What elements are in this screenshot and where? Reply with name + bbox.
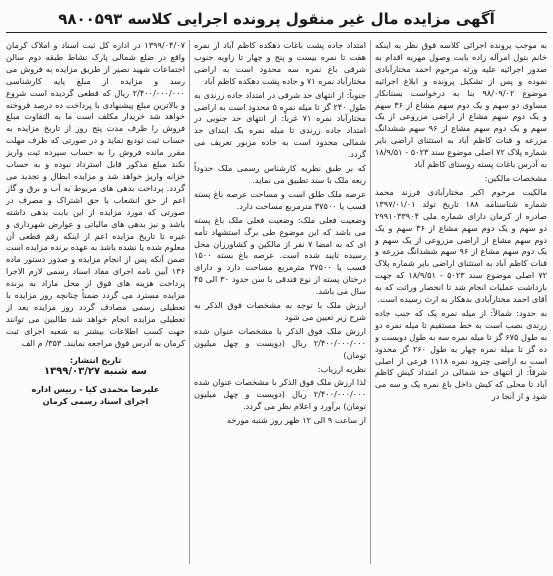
paragraph: وضعیت فعلی ملک: وضعیت فعلی ملک باغ پسته می باشد که این موضوع طی برگ استشهاد تأمه ای که به امضا ۷ نفر از مالکین و کشاورزان محل رسیده تایید شده است. عرصه باغ بسته ۱۵۰۰ قسب یا ۳۷۵۰۰ مترمربع مساحت دارد و دارای درختان پسته از نوع فندقی با سن حدود ۳۰ الی ۴۵ سال می باشد. (194, 214, 366, 297)
column-left (6, 40, 185, 564)
publish-info (6, 354, 185, 379)
paragraph: مشخصات مالکین: (484, 172, 547, 183)
signature-name: علیرضا محمدی کیا - رییس اداره (31, 383, 160, 394)
column-divider (370, 40, 371, 564)
publish-date: سه شنبه ۱۳۹۹/۰۳/۲۷ (43, 366, 148, 378)
paragraph: به حدود: شمالاً: از میله نمره یک که جنب جاده زرندی نصب است به خط مستقیم تا میله نمره دو به طول ۶۷۵ گز تا میله نمره سه به طول دویست و ده گز تا میله نمره چهار به طول ۲۶۰ گز محدود است به اراضی چترود نمره ۱۱۱۸ فرعی از اصلی شرقاً: از انتهای حد شمالی در امتداد کیش کاظم آباد تا محلی که کیش داخل باغ نمره یک و سه می شود و از آنجا در (375, 307, 547, 402)
paragraph: ۱۳۹۹/۰۴/۰۷ در اداره کل ثبت اسناد و املاک کرمان واقع در ضلع شمالی پارک نشاط طبقه دوم سالن اجتماعات شهید نصیر از طریق مزایده به فروش می رسد و مزایده از مبلغ پایه کارشناسی ۲/۴۰۰/۰۰۰/۰۰۰ ریال که قطعی گردیده است شروع و بالاترین مبلغ پیشنهادی با پرداخت ده درصد فروخته خواهد شد خریدار مکلف است ما به التفاوت مبلغ فروش را ظرف مدت پنج روز از تاریخ مزایده به حساب ثبت تودیع نماید و در صورتی که ظرف مهلت مقرر مانده فروش را به حساب سپرده ثبت واریز نکند مبلغ مذکور قابل استرداد نبوده و به حساب خزانه واریز خواهد شد و مزایده ابطال و تجدید می گردد. پرداخت بدهی های مربوط به آب و برق و گاز اعم از حق انشعاب یا حق اشتراک و مصرف در صورتی که مورد مزایده از این بابت بدهی داشته باشد و نیز بدهی های مالیاتی و عوارض شهرداری و غیره تا تاریخ مزایده اعم از اینکه رقم قطعی آن معلوم شده یا نشده باشد به عهده برنده مزایده است ضمن آنکه پس از انجام مزایده و صدور دستور ماده ۱۳۶ آیین نامه اجرای مفاد اسناد رسمی لازم الاجرا پرداخت هزینه های فوق از محل مازاد به برنده مزایده مسترد می گردد ضمناً چنانچه روز مزایده با تعطیلی رسمی مصادف گردد روز مزایده بعد از تعطیلی مزایده انجام خواهد شد طالبین می توانند جهت کسب اطلاعات بیشتر به شعبه اجرای ثبت کرمان به آدرس فوق مراجعه نمایند. ۳۵۳/ م الف (6, 40, 185, 348)
paragraph: عرصه ملک طلق است و مساحت عرصه باغ پسته قسب یا ۳۷۵۰۰ مترمربع مساحت دارد. (194, 188, 366, 211)
column-middle (194, 40, 366, 564)
paragraph: لذا ارزش ملک فوق الذکر با مشخصات عنوان شده ۲/۴۰۰/۰۰۰/۰۰۰ ریال (دویست و چهل میلیون تومان) برآورد و اعلام نظر می گردد. (194, 377, 366, 412)
paragraph: ارزش ملک با توجه به مشخصات فوق الذکر به شرح زیر تعیین می شود (194, 300, 366, 322)
publish-label: تاریخ انتشار: (69, 354, 122, 365)
notice-body (6, 40, 547, 564)
paragraph: به موجب پرونده اجرائی کلاسه فوق نظر به اینکه خانم بتول امرآله زاده بابت وصول مهریه اقدام به صدور اجرائیه علیه ورثه مرحوم احمد مختارآبادی نموده و پس از تشکیل پرونده و ابلاغ اجرائیه موضوع ۹۸/۰۹/۰۲ بنا به درخواست بستانکار مساوی دو سهم و یک دوم سهم مشاع از ۳۶ سهم و یک دوم سهم مشاع از اراضی مزروعی از یک سهم و یک دوم سهم مشاع از ۹۶ سهم ششدانگ مزرعه و قنات کاظم آباد به استثنای اراضی بایر شماره پلاک ۷۲ اصلی موضوع سند ۵۰۲۳ - ۱۸/۹/۵۱ به آدرس باغات پسته روستای کاظم آباد (375, 40, 547, 170)
paragraph: جنوباً: از انتهای حد شرقی در امتداد جاده زرندی به طول ۲۴۰ گز تا میله نمره ۵ محدود است به اراضی مختارآباد نمره ۷۱ غرباً: از انتهای حد جنوبی در امتداد جاده زرندی تا میله نمره یک ابتدای حد شمالی محدود است به جاده مزبور تعریف می گردد. (194, 89, 366, 160)
paragraph: که بر طبق نظریه کارشناس رسمی ملک حدوداً ربعه ملک با سند تطبیق می نماید. (194, 163, 366, 185)
paragraph: از ساعت ۹ الی ۱۲ ظهر روز شنبه مورخه (226, 415, 366, 426)
signature (6, 383, 185, 408)
paragraph: امتداد جاده پشت باغات دهکده کاظم آباد از نمره هفت تا نمره بیست و پنج و چهار تا زاویه جنوب شرقی باغ نمره سه محدود است به اراضی مختارآباد نمره ۷۱ و جاده پشت دهکده کاظم آباد (194, 40, 366, 86)
column-divider (189, 40, 190, 564)
paragraph: ارزش ملک فوق الذکر با مشخصات عنوان شده ۲/۴۰۰/۰۰۰/۰۰۰ ریال (دویست و چهل میلیون تومان) (194, 325, 366, 360)
paragraph: نظریه ارزیاب: (317, 363, 366, 374)
signature-title: اجرای اسناد رسمی کرمان (42, 396, 149, 407)
column-right (375, 40, 547, 564)
auction-notice (6, 6, 547, 570)
notice-title: آگهی مزایده مال غیر منقول پرونده اجرایی کلاسه ۹۸۰۰۵۹۳ (6, 6, 547, 33)
paragraph: مالکیت مرحوم اکبر مختارآبادی فرزند محمد شماره شناسنامه ۱۸۸ تاریخ تولد ۱۳۹۷/۰۱/۰۱ صادره از کرمان دارای شماره ملی ۲۹۹۱۰۳۳۹۰۴ دو سهم و یک دوم سهم مشاع از ۳۶ سهم و یک دوم سهم مشاع از اراضی مزروعی از یک سهم و یک دوم سهم مشاع از ۹۶ سهم ششدانگ مزرعه و قنات کاظم آباد به استثنای اراضی بایر شماره پلاک ۷۲ اصلی موضوع سند ۵۰۲۳ - ۱۸/۹/۵۱ که جهت بازداشت عملیات انجام شد تا انحصار وراثت که به آقای احمد مختارآبادی بدهکار به ارث رسیده است. (375, 186, 547, 305)
